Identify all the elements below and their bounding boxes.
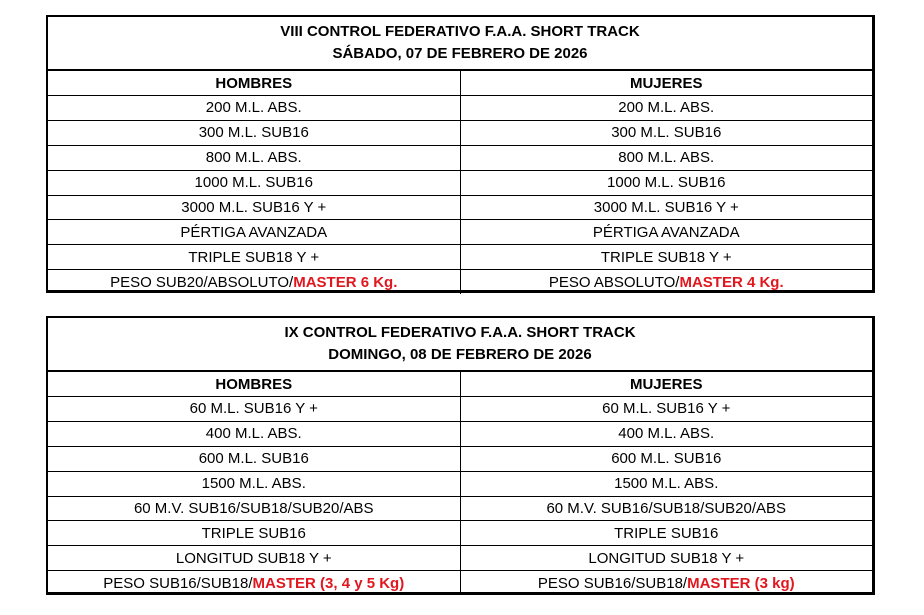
table-row [48, 571, 872, 595]
schedule-saturday [46, 15, 875, 293]
saturday-title [48, 17, 872, 71]
event-text: PESO SUB20/ABSOLUTO/ [110, 273, 294, 291]
table-row [48, 546, 872, 571]
event-text: PESO ABSOLUTO/ [548, 273, 680, 291]
table-row [48, 220, 872, 245]
event-mujeres: 300 M.L. SUB16 [460, 120, 872, 145]
event-mujeres: 60 M.L. SUB16 Y + [460, 397, 872, 422]
master-highlight: MASTER 4 Kg. [679, 273, 784, 291]
table-row [48, 145, 872, 170]
event-hombres: PÉRTIGA AVANZADA [48, 220, 460, 245]
event-hombres: 1500 M.L. ABS. [48, 471, 460, 496]
event-mujeres: PÉRTIGA AVANZADA [460, 220, 872, 245]
table-row [48, 96, 872, 121]
master-highlight: MASTER (3, 4 y 5 Kg) [252, 574, 405, 592]
event-hombres: 300 M.L. SUB16 [48, 120, 460, 145]
event-hombres: 400 M.L. ABS. [48, 421, 460, 446]
event-hombres: 60 M.V. SUB16/SUB18/SUB20/ABS [48, 496, 460, 521]
event-mujeres [460, 270, 872, 294]
table-row [48, 471, 872, 496]
col-header-hombres: HOMBRES [48, 71, 460, 96]
sunday-events-table [48, 372, 872, 595]
col-header-mujeres: MUJERES [460, 71, 872, 96]
event-hombres: 60 M.L. SUB16 Y + [48, 397, 460, 422]
event-text: PESO SUB16/SUB18/ [537, 574, 688, 592]
table-row [48, 245, 872, 270]
event-hombres: TRIPLE SUB16 [48, 521, 460, 546]
event-hombres: 600 M.L. SUB16 [48, 446, 460, 471]
event-mujeres: TRIPLE SUB16 [460, 521, 872, 546]
table-row [48, 120, 872, 145]
table-row [48, 195, 872, 220]
schedule-sunday [46, 316, 875, 595]
event-mujeres: 1500 M.L. ABS. [460, 471, 872, 496]
table-row [48, 496, 872, 521]
table-row [48, 446, 872, 471]
table-row [48, 270, 872, 294]
sunday-title [48, 318, 872, 372]
saturday-title-line1: VIII CONTROL FEDERATIVO F.A.A. SHORT TRACK [280, 23, 640, 40]
saturday-events-table [48, 71, 872, 294]
event-hombres [48, 270, 460, 294]
event-mujeres: 60 M.V. SUB16/SUB18/SUB20/ABS [460, 496, 872, 521]
master-highlight: MASTER 6 Kg. [293, 273, 398, 291]
event-hombres: 3000 M.L. SUB16 Y + [48, 195, 460, 220]
event-mujeres [460, 571, 872, 595]
event-mujeres: 1000 M.L. SUB16 [460, 170, 872, 195]
event-mujeres: 200 M.L. ABS. [460, 96, 872, 121]
master-highlight: MASTER (3 kg) [687, 574, 795, 592]
table-row [48, 521, 872, 546]
col-header-hombres: HOMBRES [48, 372, 460, 397]
event-mujeres: 600 M.L. SUB16 [460, 446, 872, 471]
col-header-mujeres: MUJERES [460, 372, 872, 397]
event-text: PESO SUB16/SUB18/ [103, 574, 253, 592]
event-hombres: 200 M.L. ABS. [48, 96, 460, 121]
table-row [48, 397, 872, 422]
event-hombres: 1000 M.L. SUB16 [48, 170, 460, 195]
event-mujeres: 800 M.L. ABS. [460, 145, 872, 170]
event-mujeres: LONGITUD SUB18 Y + [460, 546, 872, 571]
sunday-date: DOMINGO, 08 DE FEBRERO DE 2026 [328, 346, 592, 363]
event-hombres: LONGITUD SUB18 Y + [48, 546, 460, 571]
saturday-date: SÁBADO, 07 DE FEBRERO DE 2026 [332, 45, 588, 62]
event-mujeres: 400 M.L. ABS. [460, 421, 872, 446]
table-row [48, 421, 872, 446]
event-mujeres: TRIPLE SUB18 Y + [460, 245, 872, 270]
event-mujeres: 3000 M.L. SUB16 Y + [460, 195, 872, 220]
event-hombres [48, 571, 460, 595]
table-row [48, 170, 872, 195]
sunday-title-line1: IX CONTROL FEDERATIVO F.A.A. SHORT TRACK [284, 324, 636, 341]
event-hombres: 800 M.L. ABS. [48, 145, 460, 170]
event-hombres: TRIPLE SUB18 Y + [48, 245, 460, 270]
